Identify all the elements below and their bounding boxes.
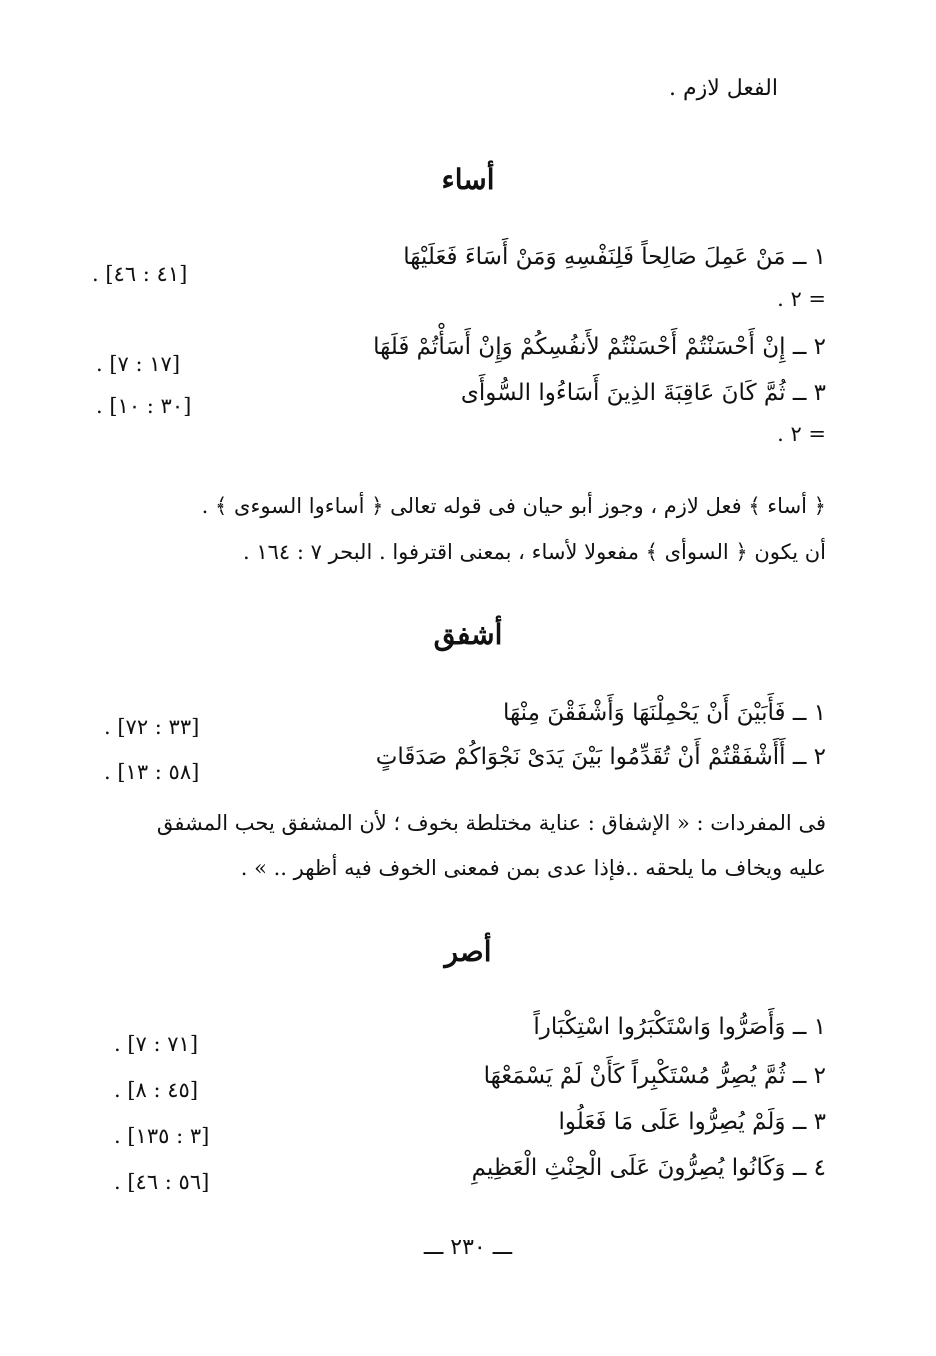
verse-line: ١ ــ فَأَبَيْنَ أَنْ يَحْمِلْنَهَا وَأَشْفَقْنَ مِنْهَا	[503, 700, 826, 726]
verse-continuation: = ٢ .	[777, 422, 826, 446]
note-line: أن يكون ﴿ السوأى ﴾ مفعولا لأساء ، بمعنى اقترفوا . البحر ٧ : ١٦٤ .	[242, 540, 826, 564]
verse-reference: [٤١ : ٤٦] .	[92, 262, 188, 286]
verse-reference: [٤٥ : ٨] .	[114, 1078, 199, 1102]
verse-line: ١ ــ مَنْ عَمِلَ صَالِحاً فَلِنَفْسِهِ وَمَنْ أَسَاءَ فَعَلَيْهَا	[403, 244, 826, 270]
page-number: ـــ ٢٣٠ ـــ	[423, 1235, 513, 1260]
verse-line: ٣ ــ ثُمَّ كَانَ عَاقِبَةَ الذِينَ أَسَاءُوا السُّوأَى	[460, 380, 826, 406]
note-line: ﴿ أساء ﴾ فعل لازم ، وجوز أبو حيان فى قوله تعالى ﴿ أساءوا السوءى ﴾ .	[201, 494, 826, 518]
section-heading-asarr: أصر	[444, 935, 492, 968]
verse-reference: [٥٨ : ١٣] .	[104, 760, 200, 784]
section-heading-ashfaq: أشفق	[433, 618, 503, 651]
verse-line: ٢ ــ ثُمَّ يُصِرُّ مُسْتَكْبِراً كَأَنْ لَمْ يَسْمَعْهَا	[483, 1063, 826, 1089]
verse-reference: [٣ : ١٣٥] .	[114, 1124, 210, 1148]
carryover-line: الفعل لازم .	[669, 76, 778, 101]
verse-line: ١ ــ وَأَصَرُّوا وَاسْتَكْبَرُوا اسْتِكْبَاراً	[533, 1014, 826, 1040]
note-line: عليه ويخاف ما يلحقه ..فإذا عدى بمن فمعنى الخوف فيه أظهر .. » .	[240, 856, 826, 880]
verse-reference: [٥٦ : ٤٦] .	[114, 1170, 210, 1194]
verse-reference: [١٧ : ٧] .	[96, 352, 181, 376]
section-heading-asaa: أساء	[441, 163, 495, 196]
verse-line: ٣ ــ وَلَمْ يُصِرُّوا عَلَى مَا فَعَلُوا	[558, 1109, 826, 1135]
verse-line: ٤ ــ وَكَانُوا يُصِرُّونَ عَلَى الْحِنْثِ الْعَظِيمِ	[471, 1155, 826, 1181]
verse-reference: [٧١ : ٧] .	[114, 1032, 199, 1056]
verse-reference: [٣٣ : ٧٢] .	[104, 715, 200, 739]
verse-line: ٢ ــ إِنْ أَحْسَنْتُمْ أَحْسَنْتُمْ لأَنفُسِكُمْ وَإِنْ أَسَأْتُمْ فَلَهَا	[373, 334, 826, 360]
verse-line: ٢ ــ أَأَشْفَقْتُمْ أَنْ تُقَدِّمُوا بَيْنَ يَدَىْ نَجْوَاكُمْ صَدَقَاتٍ	[375, 744, 826, 770]
verse-reference: [٣٠ : ١٠] .	[96, 394, 192, 418]
note-line: فى المفردات : « الإشفاق : عناية مختلطة بخوف ؛ لأن المشفق يحب المشفق	[156, 811, 826, 835]
verse-continuation: = ٢ .	[777, 287, 826, 311]
